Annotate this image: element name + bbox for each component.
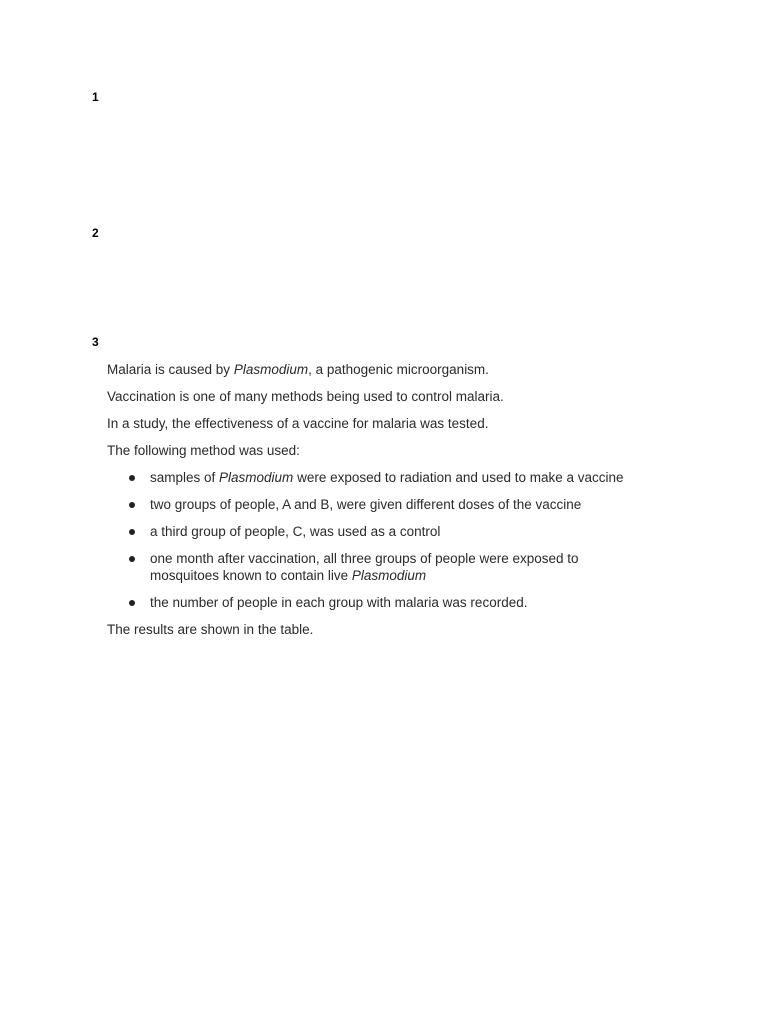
method-item-text: two groups of people, A and B, were given different doses of the vaccine [150,497,582,512]
method-item-text: the number of people in each group with malaria was recorded. [150,595,528,610]
intro-paragraph [107,361,707,378]
bullet-icon [129,502,135,508]
method-item [107,469,707,486]
organism-name: Plasmodium [351,568,427,583]
method-item [107,594,707,611]
method-text-part: mosquitoes known to contain live [150,568,352,583]
organism-name: Plasmodium [233,362,309,377]
method-item-text: a third group of people, C, was used as a control [150,524,441,539]
study-paragraph: In a study, the effectiveness of a vaccine for malaria was tested. [107,416,489,431]
method-list [107,469,707,611]
intro-text: Malaria is caused by [107,362,234,377]
bullet-icon [129,600,135,606]
question-number-3: 3 [92,335,99,349]
organism-name: Plasmodium [219,470,294,485]
method-item [107,550,707,584]
results-paragraph: The results are shown in the table. [107,622,314,637]
method-item-text [150,470,624,485]
method-item [107,496,707,513]
method-item-text [150,551,579,583]
vaccination-paragraph: Vaccination is one of many methods being used to control malaria. [107,389,504,404]
bullet-icon [129,475,135,481]
method-heading: The following method was used: [107,443,300,458]
method-text-part: were exposed to radiation and used to make a vaccine [293,470,624,485]
question-number-2: 2 [92,226,99,240]
method-item [107,523,707,540]
bullet-icon [129,556,135,562]
method-text-part: samples of [150,470,220,485]
question-3-body [107,361,707,638]
intro-text-end: , a pathogenic microorganism. [308,362,489,377]
question-number-1: 1 [92,90,99,104]
method-text-part: one month after vaccination, all three groups of people were exposed to [150,551,579,566]
bullet-icon [129,529,135,535]
